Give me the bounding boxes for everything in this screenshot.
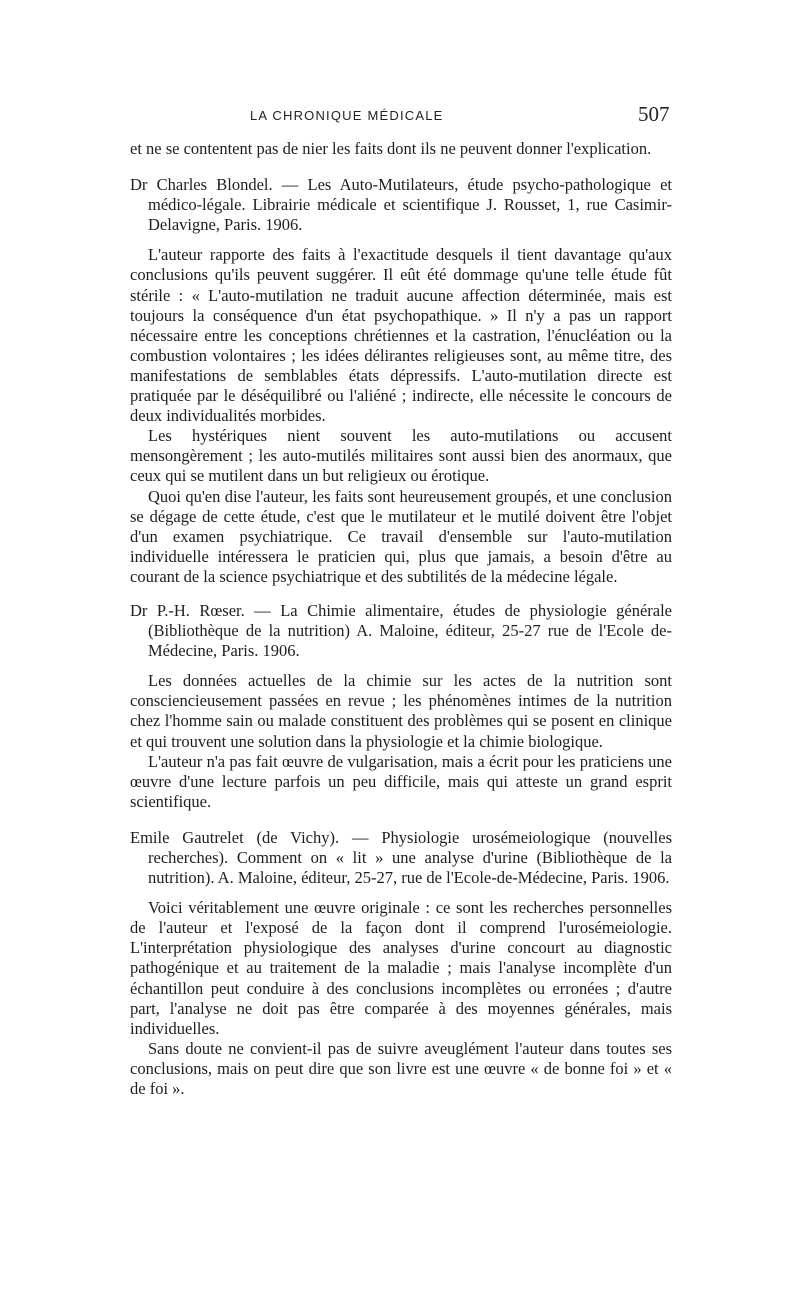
page-header (0, 102, 800, 130)
review2-reference: Dr P.-H. Rœser. — La Chimie alimentaire, études de physiologie générale (Bibliothèque de la nutrition) A. Maloine, éditeur, 25-27 rue de l'Ecole de-Médecine, Paris. 1906. (130, 600, 672, 661)
running-title: LA CHRONIQUE MÉDICALE (250, 108, 444, 123)
review1-paragraph-2: Les hystériques nient souvent les auto-mutilations ou accusent mensongèrement ; les auto-mutilés militaires sont aussi bien des anormaux, que ceux qui se mutilent dans un but religieux ou érotique. (130, 426, 672, 486)
page-body (130, 139, 672, 1099)
review3-paragraph-1: Voici véritablement une œuvre originale : ce sont les recherches personnelles de l'auteur et l'exposé de la façon dont il comprend l'urosémeiologie. L'interprétation physiologique des analyses d'urine concourt au diagnostic pathogénique et au traitement de la maladie ; mais l'analyse incomplète d'un échantillon peut conduire à des conclusions incomplètes ou erronées ; d'autre part, l'analyse ne doit pas être comparée à des moyennes générales, mais individuelles. (130, 898, 672, 1038)
intro-paragraph: et ne se contentent pas de nier les faits dont ils ne peuvent donner l'explication. (130, 139, 652, 158)
review2-paragraph-1: Les données actuelles de la chimie sur les actes de la nutrition sont consciencieusement passées en revue ; les phénomènes intimes de la nutrition chez l'homme sain ou malade constituent des problèmes qui se posent en clinique et qui trouvent une solution dans la physiologie et la chimie biologique. (130, 671, 672, 751)
review1-reference: Dr Charles Blondel. — Les Auto-Mutilateurs, étude psycho-pathologique et médico-légale. Librairie médicale et scientifique J. Rousset, 1, rue Casimir-Delavigne, Paris. 1906. (130, 175, 672, 235)
review1-paragraph-3: Quoi qu'en dise l'auteur, les faits sont heureusement groupés, et une conclusion se dégage de cette étude, c'est que le mutilateur et le mutilé doivent être l'objet d'un examen psychiatrique. Ce travail d'ensemble sur l'auto-mutilation individuelle intéressera le praticien qui, plus que jamais, a besoin d'être au courant de la science psychiatrique et des subtilités de la médecine légale. (130, 486, 672, 586)
review3-paragraph-2: Sans doute ne convient-il pas de suivre aveuglément l'auteur dans toutes ses conclusions, mais on peut dire que son livre est une œuvre « de bonne foi » et « de foi ». (130, 1038, 672, 1099)
review1-paragraph-1: L'auteur rapporte des faits à l'exactitude desquels il tient davantage qu'aux conclusions qu'ils peuvent suggérer. Il eût été dommage qu'une telle étude fût stérile : « L'auto-mutilation ne traduit aucune affection déterminée, mais est toujours la conséquence d'un état psychopathique. » Il n'y a pas un rapport nécessaire entre les conceptions chrétiennes et la castration, l'énucléation ou la combustion volontaires ; les idées délirantes religieuses sont, au même titre, des manifestations de semblables états dépressifs. L'auto-mutilation directe est pratiquée par le déséquilibré ou l'aliéné ; indirecte, elle nécessite le concours de deux individualités morbides. (130, 245, 672, 426)
review2-paragraph-2: L'auteur n'a pas fait œuvre de vulgarisation, mais a écrit pour les praticiens une œuvre d'une lecture parfois un peu difficile, mais qui atteste un grand esprit scientifique. (130, 751, 672, 811)
page-number: 507 (638, 102, 670, 126)
review3-reference: Emile Gautrelet (de Vichy). — Physiologie urosémeiologique (nouvelles recherches). Comment on « lit » une analyse d'urine (Bibliothèque de la nutrition). A. Maloine, éditeur, 25-27, rue de l'Ecole-de-Médecine, Paris. 1906. (130, 827, 672, 888)
